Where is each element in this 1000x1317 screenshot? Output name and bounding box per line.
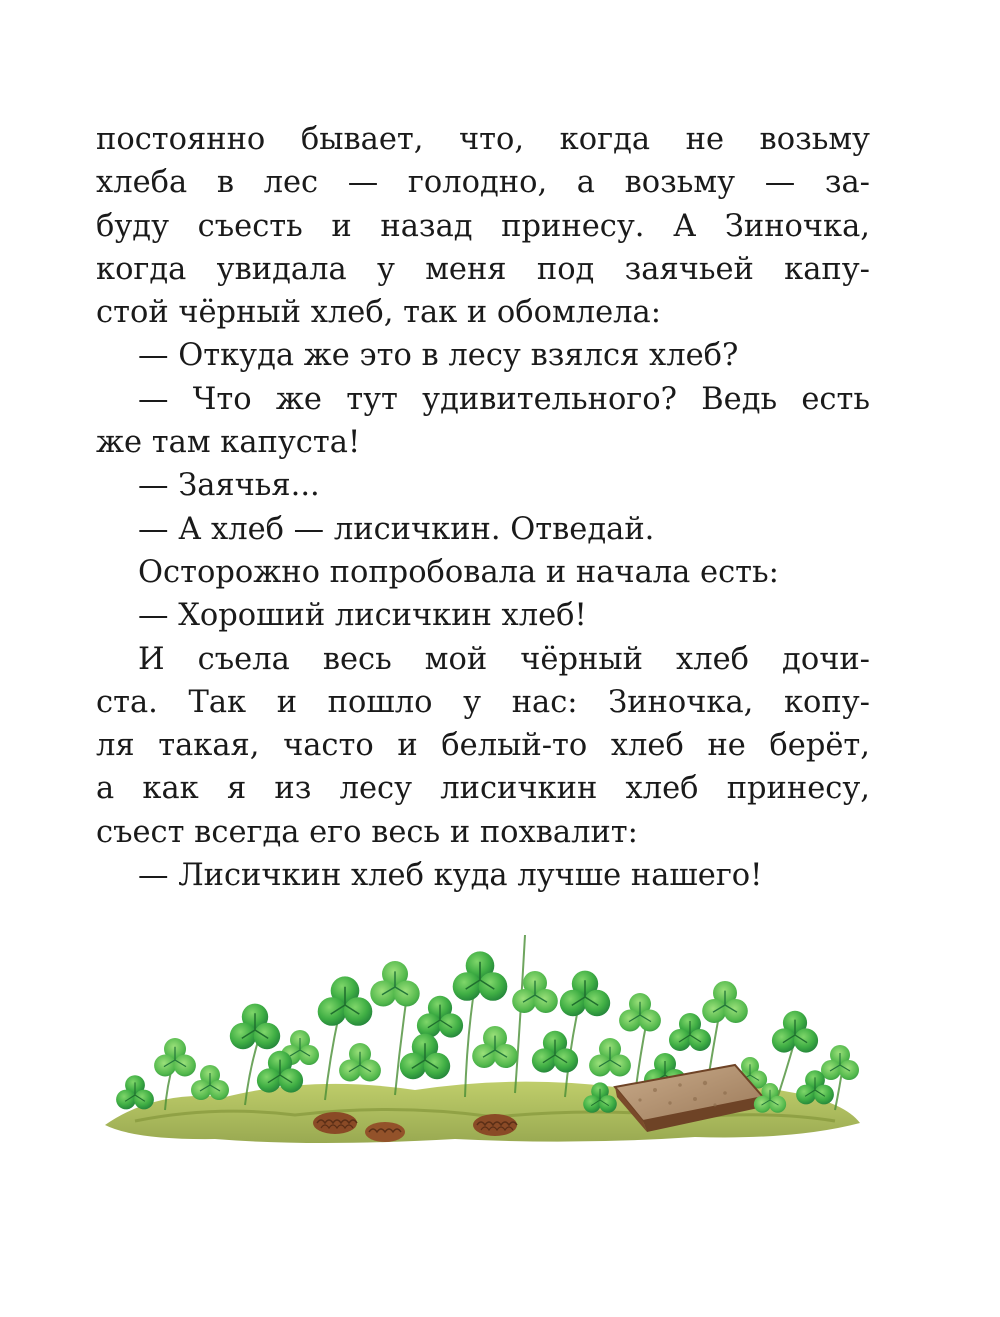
text-line: же там капуста!	[96, 425, 361, 461]
text-line: когда увидала у меня под заячьей капу-	[96, 251, 870, 287]
text-line: съест всегда его весь и похвалит:	[96, 814, 638, 850]
text-line: буду съесть и назад принесу. А Зиночка,	[96, 208, 870, 244]
text-line: а как я из лесу лисичкин хлеб принесу,	[96, 771, 870, 807]
dialogue-line: — Заячья...	[138, 468, 320, 504]
text-line: ля такая, часто и белый-то хлеб не берёт,	[96, 728, 870, 764]
text-line: хлеба в лес — голодно, а возьму — за-	[96, 165, 870, 201]
illustration-svg	[95, 925, 865, 1155]
dialogue-line: — А хлеб — лисичкин. Отведай.	[138, 511, 655, 547]
clover-bread-illustration	[95, 925, 865, 1155]
text-line: стой чёрный хлеб, так и обомлела:	[96, 295, 661, 331]
text-line: И съела весь мой чёрный хлеб дочи-	[138, 641, 870, 677]
text-line: ста. Так и пошло у нас: Зиночка, копу-	[96, 684, 870, 720]
pine-cone-icon	[313, 1112, 357, 1134]
text-line: Осторожно попробовала и начала есть:	[138, 554, 779, 590]
text-line: постоянно бывает, что, когда не возьму	[96, 122, 870, 157]
story-text	[96, 118, 870, 897]
dialogue-line: — Лисичкин хлеб куда лучше нашего!	[138, 858, 763, 894]
dialogue-line: — Откуда же это в лесу взялся хлеб?	[138, 338, 739, 374]
pine-cone-icon	[473, 1114, 517, 1136]
pine-cone-icon	[365, 1122, 405, 1142]
dialogue-line: — Хороший лисичкин хлеб!	[138, 598, 587, 634]
dialogue-line: — Что же тут удивительного? Ведь есть	[138, 381, 870, 417]
